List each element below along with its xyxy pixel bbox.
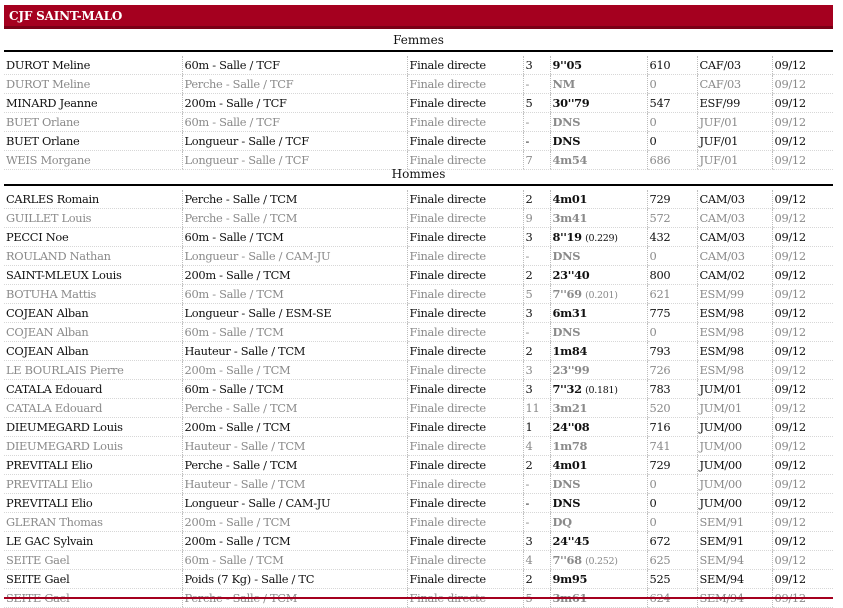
performance-value: DNS — [552, 134, 581, 148]
rank-cell: 2 — [523, 190, 550, 209]
category-cell: ESM/99 — [697, 285, 772, 304]
performance-cell — [550, 361, 647, 380]
date-cell: 09/12 — [772, 342, 833, 361]
rank-cell: - — [523, 113, 550, 132]
round-label: Finale directe — [407, 209, 523, 228]
event-name: 200m - Salle / TCM — [182, 418, 407, 437]
result-row — [4, 266, 833, 285]
athlete-name: LE GAC Sylvain — [4, 532, 182, 551]
athlete-name: SEITE Gael — [4, 570, 182, 589]
category-cell: CAM/03 — [697, 190, 772, 209]
wind-reading: (0.181) — [585, 385, 618, 396]
category-cell: CAM/03 — [697, 247, 772, 266]
rank-cell: 2 — [523, 570, 550, 589]
rank-cell: 3 — [523, 56, 550, 75]
performance-value: 9''05 — [552, 58, 582, 72]
points-cell: 572 — [647, 209, 697, 228]
round-label: Finale directe — [407, 437, 523, 456]
rank-cell: 1 — [523, 418, 550, 437]
category-cell: JUM/00 — [697, 494, 772, 513]
athlete-name: DIEUMEGARD Louis — [4, 437, 182, 456]
result-row — [4, 551, 833, 570]
round-label: Finale directe — [407, 513, 523, 532]
performance-value: 3m41 — [552, 211, 588, 225]
event-name: Hauteur - Salle / TCM — [182, 342, 407, 361]
round-label: Finale directe — [407, 75, 523, 94]
points-cell: 800 — [647, 266, 697, 285]
category-cell: ESM/98 — [697, 304, 772, 323]
category-cell: JUF/01 — [697, 132, 772, 151]
round-label: Finale directe — [407, 380, 523, 399]
result-row — [4, 75, 833, 94]
result-row — [4, 399, 833, 418]
wind-reading: (0.252) — [585, 556, 618, 567]
rank-cell: - — [523, 323, 550, 342]
athlete-name: PREVITALI Elio — [4, 494, 182, 513]
event-name: Perche - Salle / TCM — [182, 456, 407, 475]
rank-cell: - — [523, 75, 550, 94]
date-cell: 09/12 — [772, 418, 833, 437]
date-cell: 09/12 — [772, 56, 833, 75]
rank-cell: 2 — [523, 456, 550, 475]
category-cell: CAF/03 — [697, 75, 772, 94]
performance-cell — [550, 132, 647, 151]
rank-cell: - — [523, 247, 550, 266]
athlete-name: PECCI Noe — [4, 228, 182, 247]
performance-value: 24''45 — [552, 534, 590, 548]
event-name: 200m - Salle / TCM — [182, 532, 407, 551]
date-cell: 09/12 — [772, 304, 833, 323]
category-cell: ESF/99 — [697, 94, 772, 113]
round-label: Finale directe — [407, 570, 523, 589]
date-cell: 09/12 — [772, 228, 833, 247]
rank-cell: 2 — [523, 266, 550, 285]
date-cell: 09/12 — [772, 513, 833, 532]
performance-cell — [550, 570, 647, 589]
performance-cell — [550, 342, 647, 361]
points-cell: 726 — [647, 361, 697, 380]
rank-cell: - — [523, 513, 550, 532]
event-name: 60m - Salle / TCM — [182, 551, 407, 570]
rank-cell: 7 — [523, 151, 550, 170]
category-cell: SEM/91 — [697, 532, 772, 551]
performance-cell — [550, 380, 647, 399]
category-cell: JUM/00 — [697, 475, 772, 494]
category-cell: JUM/01 — [697, 399, 772, 418]
performance-cell — [550, 56, 647, 75]
performance-value: 8''19 — [552, 230, 582, 244]
wind-reading: (0.229) — [585, 233, 618, 244]
round-label: Finale directe — [407, 56, 523, 75]
result-row — [4, 247, 833, 266]
section-title-hommes: Hommes — [4, 165, 833, 186]
category-cell: SEM/94 — [697, 570, 772, 589]
event-name: Hauteur - Salle / TCM — [182, 475, 407, 494]
date-cell: 09/12 — [772, 380, 833, 399]
athlete-name: CARLES Romain — [4, 190, 182, 209]
result-row — [4, 361, 833, 380]
round-label: Finale directe — [407, 247, 523, 266]
date-cell: 09/12 — [772, 475, 833, 494]
points-cell: 775 — [647, 304, 697, 323]
performance-value: DNS — [552, 325, 581, 339]
points-cell: 741 — [647, 437, 697, 456]
date-cell: 09/12 — [772, 94, 833, 113]
round-label: Finale directe — [407, 361, 523, 380]
athlete-name: COJEAN Alban — [4, 304, 182, 323]
performance-value: 6m31 — [552, 306, 588, 320]
round-label: Finale directe — [407, 132, 523, 151]
performance-value: 7''32 — [552, 382, 582, 396]
athlete-name: PREVITALI Elio — [4, 456, 182, 475]
round-label: Finale directe — [407, 304, 523, 323]
date-cell: 09/12 — [772, 209, 833, 228]
points-cell: 525 — [647, 570, 697, 589]
athlete-name: PREVITALI Elio — [4, 475, 182, 494]
rank-cell: 3 — [523, 380, 550, 399]
event-name: 200m - Salle / TCM — [182, 361, 407, 380]
club-header-bar — [4, 5, 833, 29]
rank-cell: 3 — [523, 228, 550, 247]
performance-value: 1m78 — [552, 439, 588, 453]
rank-cell: 4 — [523, 551, 550, 570]
performance-value: 4m54 — [552, 153, 588, 167]
club-title: CJF SAINT-MALO — [9, 9, 123, 23]
event-name: Hauteur - Salle / TCM — [182, 437, 407, 456]
athlete-name: COJEAN Alban — [4, 323, 182, 342]
rank-cell: 5 — [523, 285, 550, 304]
rank-cell: 3 — [523, 361, 550, 380]
points-cell: 729 — [647, 456, 697, 475]
rank-cell: 11 — [523, 399, 550, 418]
performance-value: NM — [552, 77, 575, 91]
performance-value: DNS — [552, 249, 581, 263]
category-cell: JUM/00 — [697, 456, 772, 475]
round-label: Finale directe — [407, 113, 523, 132]
performance-cell — [550, 551, 647, 570]
performance-cell — [550, 266, 647, 285]
rank-cell: - — [523, 132, 550, 151]
points-cell: 0 — [647, 75, 697, 94]
performance-value: DNS — [552, 496, 581, 510]
results-table-femmes — [4, 56, 833, 170]
points-cell: 729 — [647, 190, 697, 209]
athlete-name: BUET Orlane — [4, 113, 182, 132]
points-cell: 610 — [647, 56, 697, 75]
date-cell: 09/12 — [772, 399, 833, 418]
result-row — [4, 570, 833, 589]
rank-cell: - — [523, 494, 550, 513]
date-cell: 09/12 — [772, 190, 833, 209]
event-name: 60m - Salle / TCF — [182, 113, 407, 132]
points-cell: 0 — [647, 475, 697, 494]
event-name: 200m - Salle / TCM — [182, 513, 407, 532]
points-cell: 520 — [647, 399, 697, 418]
points-cell: 432 — [647, 228, 697, 247]
date-cell: 09/12 — [772, 285, 833, 304]
athlete-name: BOTUHA Mattis — [4, 285, 182, 304]
category-cell: JUM/00 — [697, 418, 772, 437]
result-row — [4, 380, 833, 399]
performance-cell — [550, 247, 647, 266]
date-cell: 09/12 — [772, 266, 833, 285]
performance-value: 23''40 — [552, 268, 590, 282]
result-row — [4, 56, 833, 75]
date-cell: 09/12 — [772, 570, 833, 589]
performance-value: 4m01 — [552, 192, 588, 206]
athlete-name: SEITE Gael — [4, 551, 182, 570]
date-cell: 09/12 — [772, 437, 833, 456]
round-label: Finale directe — [407, 494, 523, 513]
wind-reading: (0.201) — [585, 290, 618, 301]
section-title-femmes: Femmes — [4, 31, 833, 52]
rank-cell: 5 — [523, 94, 550, 113]
athlete-name: CATALA Edouard — [4, 380, 182, 399]
event-name: 60m - Salle / TCM — [182, 380, 407, 399]
round-label: Finale directe — [407, 551, 523, 570]
points-cell: 0 — [647, 494, 697, 513]
event-name: 200m - Salle / TCF — [182, 94, 407, 113]
performance-cell — [550, 494, 647, 513]
result-row — [4, 304, 833, 323]
performance-cell — [550, 75, 647, 94]
date-cell: 09/12 — [772, 494, 833, 513]
event-name: 200m - Salle / TCM — [182, 266, 407, 285]
event-name: Longueur - Salle / TCF — [182, 151, 407, 170]
result-row — [4, 285, 833, 304]
points-cell: 0 — [647, 247, 697, 266]
round-label: Finale directe — [407, 399, 523, 418]
date-cell: 09/12 — [772, 361, 833, 380]
category-cell: JUM/00 — [697, 437, 772, 456]
performance-cell — [550, 228, 647, 247]
round-label: Finale directe — [407, 475, 523, 494]
performance-value: DNS — [552, 115, 581, 129]
result-row — [4, 209, 833, 228]
performance-value: DNS — [552, 477, 581, 491]
athlete-name: CATALA Edouard — [4, 399, 182, 418]
rank-cell: 9 — [523, 209, 550, 228]
date-cell: 09/12 — [772, 247, 833, 266]
round-label: Finale directe — [407, 228, 523, 247]
date-cell: 09/12 — [772, 456, 833, 475]
result-row — [4, 418, 833, 437]
result-row — [4, 94, 833, 113]
category-cell: ESM/98 — [697, 323, 772, 342]
points-cell: 0 — [647, 513, 697, 532]
event-name: Perche - Salle / TCM — [182, 209, 407, 228]
performance-cell — [550, 456, 647, 475]
performance-value: DQ — [552, 515, 572, 529]
performance-cell — [550, 532, 647, 551]
round-label: Finale directe — [407, 94, 523, 113]
rank-cell: 2 — [523, 342, 550, 361]
round-label: Finale directe — [407, 418, 523, 437]
athlete-name: ROULAND Nathan — [4, 247, 182, 266]
performance-cell — [550, 475, 647, 494]
result-row — [4, 342, 833, 361]
points-cell: 783 — [647, 380, 697, 399]
points-cell: 716 — [647, 418, 697, 437]
rank-cell: 3 — [523, 532, 550, 551]
performance-value: 3m21 — [552, 401, 588, 415]
event-name: Perche - Salle / TCM — [182, 190, 407, 209]
date-cell: 09/12 — [772, 113, 833, 132]
event-name: Longueur - Salle / TCF — [182, 132, 407, 151]
performance-value: 30''79 — [552, 96, 590, 110]
performance-cell — [550, 190, 647, 209]
athlete-name: BUET Orlane — [4, 132, 182, 151]
performance-value: 24''08 — [552, 420, 590, 434]
category-cell: SEM/94 — [697, 551, 772, 570]
performance-cell — [550, 94, 647, 113]
performance-value: 4m01 — [552, 458, 588, 472]
athlete-name: GLERAN Thomas — [4, 513, 182, 532]
performance-value: 1m84 — [552, 344, 588, 358]
category-cell: JUM/01 — [697, 380, 772, 399]
performance-cell — [550, 209, 647, 228]
date-cell: 09/12 — [772, 323, 833, 342]
category-cell: JUF/01 — [697, 151, 772, 170]
points-cell: 672 — [647, 532, 697, 551]
results-table-body — [4, 56, 833, 170]
date-cell: 09/12 — [772, 532, 833, 551]
performance-value: 23''99 — [552, 363, 590, 377]
rank-cell: - — [523, 475, 550, 494]
athlete-name: GUILLET Louis — [4, 209, 182, 228]
result-row — [4, 190, 833, 209]
event-name: 60m - Salle / TCF — [182, 56, 407, 75]
points-cell: 547 — [647, 94, 697, 113]
round-label: Finale directe — [407, 266, 523, 285]
round-label: Finale directe — [407, 532, 523, 551]
athlete-name: WEIS Morgane — [4, 151, 182, 170]
athlete-name: DIEUMEGARD Louis — [4, 418, 182, 437]
result-row — [4, 494, 833, 513]
results-table-body — [4, 190, 833, 608]
event-name: Longueur - Salle / ESM-SE — [182, 304, 407, 323]
rank-cell: 4 — [523, 437, 550, 456]
result-row — [4, 513, 833, 532]
category-cell: SEM/91 — [697, 513, 772, 532]
round-label: Finale directe — [407, 323, 523, 342]
performance-cell — [550, 399, 647, 418]
date-cell: 09/12 — [772, 151, 833, 170]
category-cell: CAM/02 — [697, 266, 772, 285]
round-label: Finale directe — [407, 342, 523, 361]
result-row — [4, 456, 833, 475]
points-cell: 0 — [647, 113, 697, 132]
points-cell: 0 — [647, 323, 697, 342]
category-cell: CAM/03 — [697, 228, 772, 247]
bottom-divider — [4, 597, 833, 599]
performance-cell — [550, 304, 647, 323]
result-row — [4, 323, 833, 342]
points-cell: 625 — [647, 551, 697, 570]
event-name: Longueur - Salle / CAM-JU — [182, 494, 407, 513]
performance-cell — [550, 418, 647, 437]
performance-cell — [550, 513, 647, 532]
round-label: Finale directe — [407, 151, 523, 170]
performance-cell — [550, 323, 647, 342]
category-cell: CAF/03 — [697, 56, 772, 75]
performance-cell — [550, 285, 647, 304]
athlete-name: DUROT Meline — [4, 56, 182, 75]
rank-cell: 3 — [523, 304, 550, 323]
results-table-hommes — [4, 190, 833, 608]
performance-cell — [550, 113, 647, 132]
athlete-name: SAINT-MLEUX Louis — [4, 266, 182, 285]
result-row — [4, 532, 833, 551]
date-cell: 09/12 — [772, 132, 833, 151]
points-cell: 621 — [647, 285, 697, 304]
date-cell: 09/12 — [772, 75, 833, 94]
result-row — [4, 228, 833, 247]
points-cell: 793 — [647, 342, 697, 361]
event-name: Perche - Salle / TCF — [182, 75, 407, 94]
points-cell: 686 — [647, 151, 697, 170]
performance-value: 9m95 — [552, 572, 588, 586]
result-row — [4, 437, 833, 456]
category-cell: JUF/01 — [697, 113, 772, 132]
category-cell: CAM/03 — [697, 209, 772, 228]
athlete-name: MINARD Jeanne — [4, 94, 182, 113]
performance-value: 7''68 — [552, 553, 582, 567]
athlete-name: DUROT Meline — [4, 75, 182, 94]
athlete-name: COJEAN Alban — [4, 342, 182, 361]
event-name: Longueur - Salle / CAM-JU — [182, 247, 407, 266]
athlete-name: LE BOURLAIS Pierre — [4, 361, 182, 380]
category-cell: ESM/98 — [697, 361, 772, 380]
date-cell: 09/12 — [772, 551, 833, 570]
round-label: Finale directe — [407, 190, 523, 209]
round-label: Finale directe — [407, 456, 523, 475]
event-name: 60m - Salle / TCM — [182, 285, 407, 304]
performance-cell — [550, 437, 647, 456]
points-cell: 0 — [647, 132, 697, 151]
result-row — [4, 475, 833, 494]
category-cell: ESM/98 — [697, 342, 772, 361]
event-name: 60m - Salle / TCM — [182, 228, 407, 247]
event-name: Poids (7 Kg) - Salle / TC — [182, 570, 407, 589]
round-label: Finale directe — [407, 285, 523, 304]
event-name: 60m - Salle / TCM — [182, 323, 407, 342]
event-name: Perche - Salle / TCM — [182, 399, 407, 418]
result-row — [4, 113, 833, 132]
result-row — [4, 132, 833, 151]
performance-value: 7''69 — [552, 287, 582, 301]
